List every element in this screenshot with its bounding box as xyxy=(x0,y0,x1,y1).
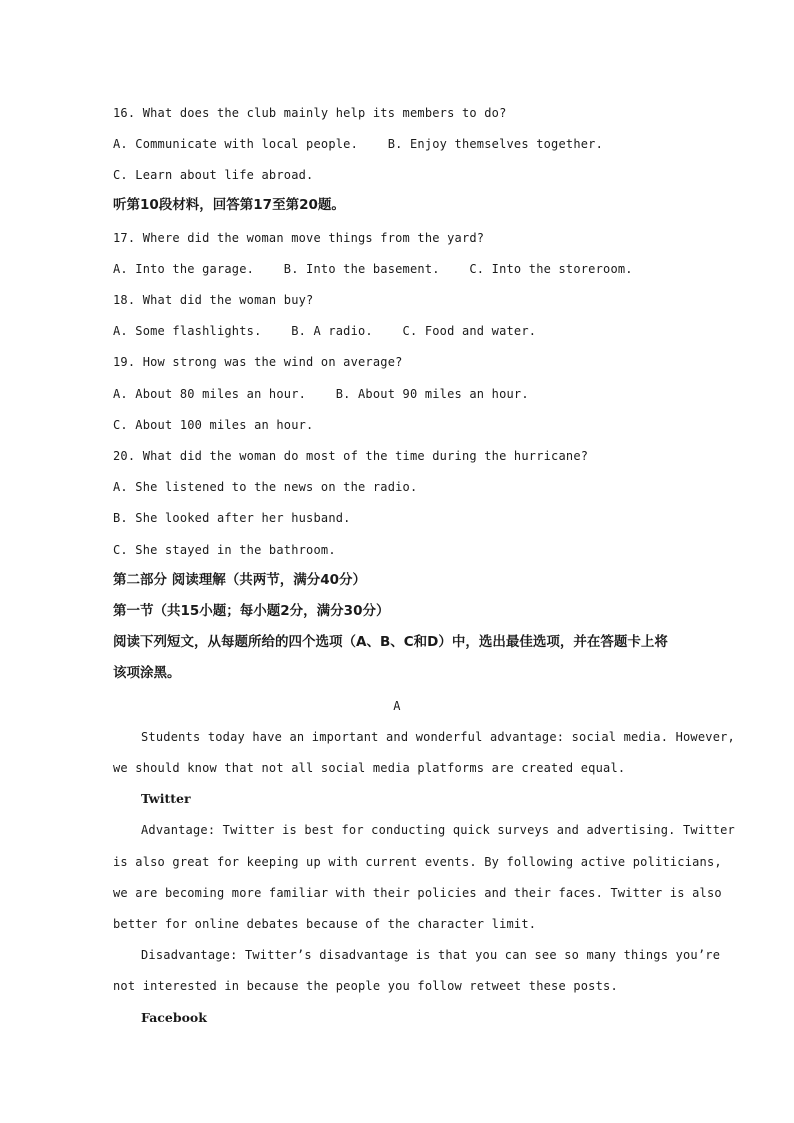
question-19: 19. How strong was the wind on average? xyxy=(113,355,403,369)
reading-instructions: 阅读下列短文，从每题所给的四个选项（A、B、C和D）中，选出最佳选项，并在答题卡上将 xyxy=(113,634,668,650)
question-16-options-ab: A. Communicate with local people. B. Enjoy themselves together. xyxy=(113,137,604,151)
question-20-option-c: C. She stayed in the bathroom. xyxy=(113,543,336,557)
question-17-options: A. Into the garage. B. Into the basement. C. Into the storeroom. xyxy=(113,262,633,276)
passage-paragraph-1: Students today have an important and wonderful advantage: social media. However, xyxy=(141,730,735,744)
question-18-options: A. Some flashlights. B. A radio. C. Food and water. xyxy=(113,324,537,338)
subheading-facebook: Facebook xyxy=(141,1010,207,1025)
twitter-advantage-cont-1: is also great for keeping up with current events. By following active politicians, xyxy=(113,855,722,869)
part-two-heading: 第二部分 阅读理解（共两节，满分40分） xyxy=(113,572,366,588)
question-20-option-a: A. She listened to the news on the radio. xyxy=(113,480,418,494)
subheading-twitter: Twitter xyxy=(141,791,191,806)
question-16-option-c: C. Learn about life abroad. xyxy=(113,168,314,182)
question-16: 16. What does the club mainly help its members to do? xyxy=(113,106,507,120)
question-19-option-c: C. About 100 miles an hour. xyxy=(113,418,314,432)
twitter-advantage: Advantage: Twitter is best for conducting quick surveys and advertising. Twitter xyxy=(141,823,735,837)
section-instruction-material-10: 听第10段材料，回答第17至第20题。 xyxy=(113,197,345,213)
twitter-disadvantage: Disadvantage: Twitter’s disadvantage is that you can see so many things you’re xyxy=(141,948,721,962)
passage-paragraph-1-cont: we should know that not all social media platforms are created equal. xyxy=(113,761,626,775)
section-one-heading: 第一节（共15小题；每小题2分，满分30分） xyxy=(113,603,390,619)
question-20: 20. What did the woman do most of the time during the hurricane? xyxy=(113,449,589,463)
question-20-option-b: B. She looked after her husband. xyxy=(113,511,351,525)
twitter-disadvantage-cont: not interested in because the people you follow retweet these posts. xyxy=(113,979,618,993)
question-19-options-ab: A. About 80 miles an hour. B. About 90 miles an hour. xyxy=(113,387,529,401)
question-17: 17. Where did the woman move things from the yard? xyxy=(113,231,485,245)
twitter-advantage-cont-2: we are becoming more familiar with their policies and their faces. Twitter is also xyxy=(113,886,722,900)
question-18: 18. What did the woman buy? xyxy=(113,293,314,307)
passage-label: A xyxy=(393,699,401,713)
twitter-advantage-cont-3: better for online debates because of the character limit. xyxy=(113,917,537,931)
reading-instructions-cont: 该项涂黑。 xyxy=(113,665,181,681)
